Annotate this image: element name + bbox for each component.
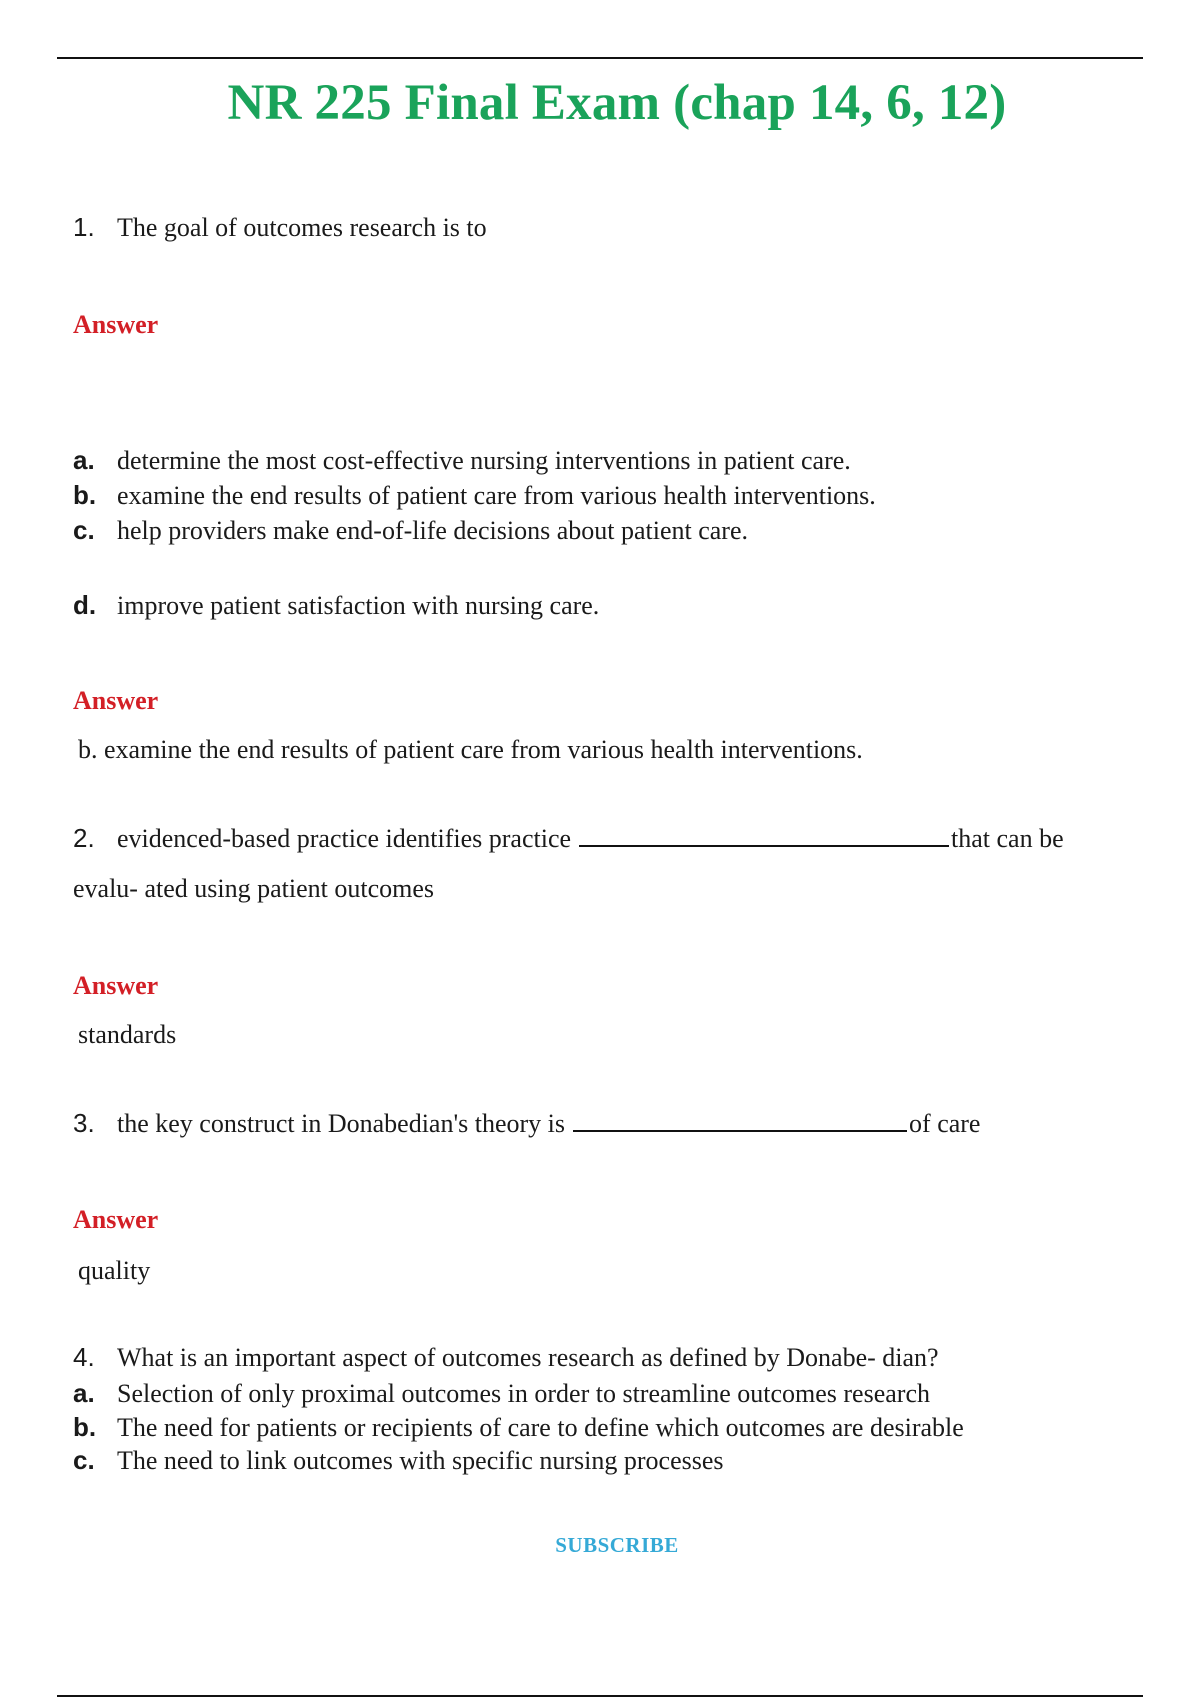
question-number: 1. <box>73 212 95 242</box>
option-a <box>73 445 851 476</box>
option-letter: b. <box>73 480 97 510</box>
option-letter: b. <box>73 1412 97 1442</box>
question-3 <box>73 1108 980 1139</box>
option-d <box>73 590 599 621</box>
option-b <box>73 480 876 511</box>
question-number: 3. <box>73 1108 95 1138</box>
option-text: determine the most cost-effective nursing interventions in patient care. <box>117 446 851 475</box>
option-text: examine the end results of patient care from various health interventions. <box>117 481 876 510</box>
bottom-rule <box>57 1695 1143 1697</box>
option-text: The need for patients or recipients of care to define which outcomes are desirable <box>117 1413 964 1442</box>
option-letter: c. <box>73 1445 95 1475</box>
answer-label: Answer <box>73 1205 159 1234</box>
question-number: 2. <box>73 823 95 853</box>
option-text: improve patient satisfaction with nursing care. <box>117 591 600 620</box>
subscribe-link[interactable]: SUBSCRIBE <box>555 1533 679 1557</box>
answer-label: Answer <box>73 310 159 339</box>
question-1 <box>73 212 487 243</box>
fill-blank <box>579 823 949 847</box>
question-text: The goal of outcomes research is to <box>117 213 487 242</box>
question-2 <box>73 823 1064 854</box>
option-c <box>73 515 748 546</box>
option-b <box>73 1412 964 1443</box>
top-rule <box>57 57 1143 59</box>
question-2-continued: evalu- ated using patient outcomes <box>73 874 435 903</box>
answer-label: Answer <box>73 971 159 1000</box>
option-letter: d. <box>73 590 97 620</box>
option-text: help providers make end-of-life decisions about patient care. <box>117 516 748 545</box>
question-4 <box>73 1342 939 1373</box>
option-c <box>73 1445 724 1476</box>
option-letter: a. <box>73 445 95 475</box>
answer-text: b. examine the end results of patient care from various health interventions. <box>78 735 863 764</box>
question-text-after: of care <box>909 1109 981 1138</box>
document-title: NR 225 Final Exam (chap 14, 6, 12) <box>227 75 1007 131</box>
answer-text: quality <box>78 1256 151 1285</box>
fill-blank <box>573 1108 907 1132</box>
option-text: Selection of only proximal outcomes in order to streamline outcomes research <box>117 1379 930 1408</box>
question-text-after: that can be <box>951 824 1064 853</box>
answer-label: Answer <box>73 686 159 715</box>
question-text: evidenced-based practice identifies practice <box>117 824 572 853</box>
option-text: The need to link outcomes with specific nursing processes <box>117 1446 724 1475</box>
question-text: the key construct in Donabedian's theory is <box>117 1109 566 1138</box>
question-number: 4. <box>73 1342 95 1372</box>
option-letter: c. <box>73 515 95 545</box>
option-letter: a. <box>73 1378 95 1408</box>
question-text: What is an important aspect of outcomes research as defined by Donabe- dian? <box>117 1343 939 1372</box>
option-a <box>73 1378 930 1409</box>
answer-text: standards <box>78 1020 177 1049</box>
